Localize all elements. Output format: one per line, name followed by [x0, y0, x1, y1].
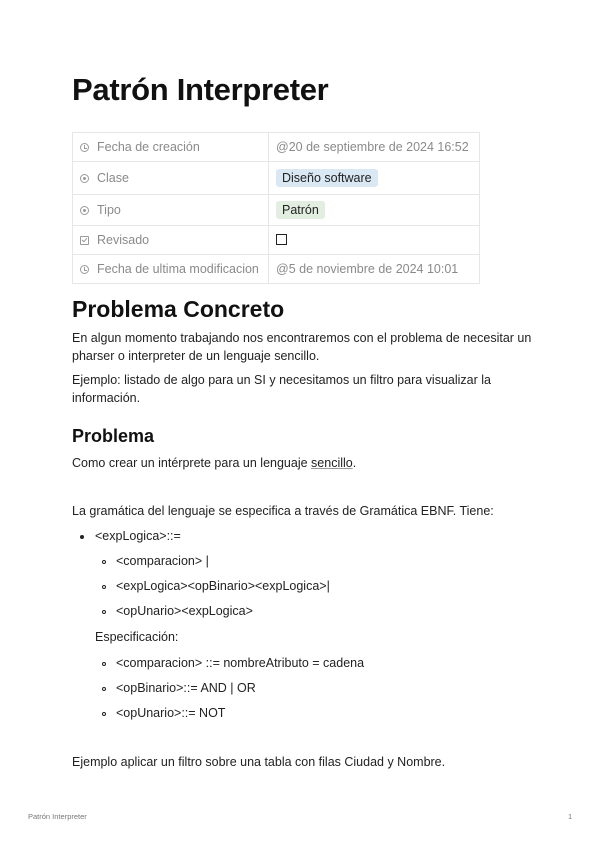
property-value — [269, 162, 480, 195]
bullet — [80, 535, 84, 539]
bullet — [102, 662, 106, 666]
bullet — [102, 585, 106, 589]
property-value: @20 de septiembre de 2024 16:52 — [269, 133, 480, 162]
checkbox-icon — [80, 236, 89, 245]
property-value: @5 de noviembre de 2024 10:01 — [269, 255, 480, 284]
property-value — [269, 195, 480, 226]
property-key: Tipo — [73, 195, 269, 226]
select-icon — [80, 206, 89, 215]
paragraph: La gramática del lenguaje se especifica a través de Gramática EBNF. Tiene: — [72, 504, 494, 518]
property-row — [73, 195, 480, 226]
link-sencillo[interactable]: sencillo — [311, 456, 353, 470]
property-row — [73, 162, 480, 195]
property-row — [73, 133, 480, 162]
bullet — [102, 610, 106, 614]
property-key: Revisado — [73, 226, 269, 255]
clock-icon — [80, 265, 89, 274]
paragraph: Como crear un intérprete para un lenguaje sencillo. — [72, 456, 357, 470]
type-tag[interactable]: Patrón — [276, 201, 325, 219]
properties-table — [72, 132, 480, 284]
list-item: <expLogica>::= — [95, 529, 181, 543]
select-icon — [80, 174, 89, 183]
page-number: 1 — [568, 812, 573, 821]
paragraph: Ejemplo aplicar un filtro sobre una tabla con filas Ciudad y Nombre. — [72, 755, 446, 769]
clock-icon — [80, 143, 89, 152]
section-heading: Problema Concreto — [72, 296, 285, 322]
list-item: <opBinario>::= AND | OR — [116, 681, 256, 695]
property-key: Fecha de creación — [73, 133, 269, 162]
list-item: <opUnario><expLogica> — [116, 604, 253, 618]
list-item: <comparacion> | — [116, 554, 209, 568]
bullet — [102, 687, 106, 691]
page-title: Patrón Interpreter — [72, 72, 329, 107]
paragraph: Ejemplo: listado de algo para un SI y necesitamos un filtro para visualizar la información. — [72, 373, 491, 405]
paragraph: En algun momento trabajando nos encontraremos con el problema de necesitar un pharser o interpreter de un lenguaje sencillo. — [72, 331, 532, 363]
list-item: <expLogica><opBinario><expLogica>| — [116, 579, 330, 593]
property-row — [73, 226, 480, 255]
property-row — [73, 255, 480, 284]
bullet — [102, 560, 106, 564]
class-tag[interactable]: Diseño software — [276, 169, 378, 187]
reviewed-checkbox[interactable] — [276, 234, 287, 245]
spec-label: Especificación: — [95, 630, 179, 644]
subsection-heading: Problema — [72, 426, 155, 446]
property-value — [269, 226, 480, 255]
bullet — [102, 712, 106, 716]
list-item: <comparacion> ::= nombreAtributo = cadena — [116, 656, 365, 670]
property-key: Fecha de ultima modificacion — [73, 255, 269, 284]
list-item: <opUnario>::= NOT — [116, 706, 226, 720]
footer-title: Patrón Interpreter — [28, 812, 87, 821]
property-key: Clase — [73, 162, 269, 195]
